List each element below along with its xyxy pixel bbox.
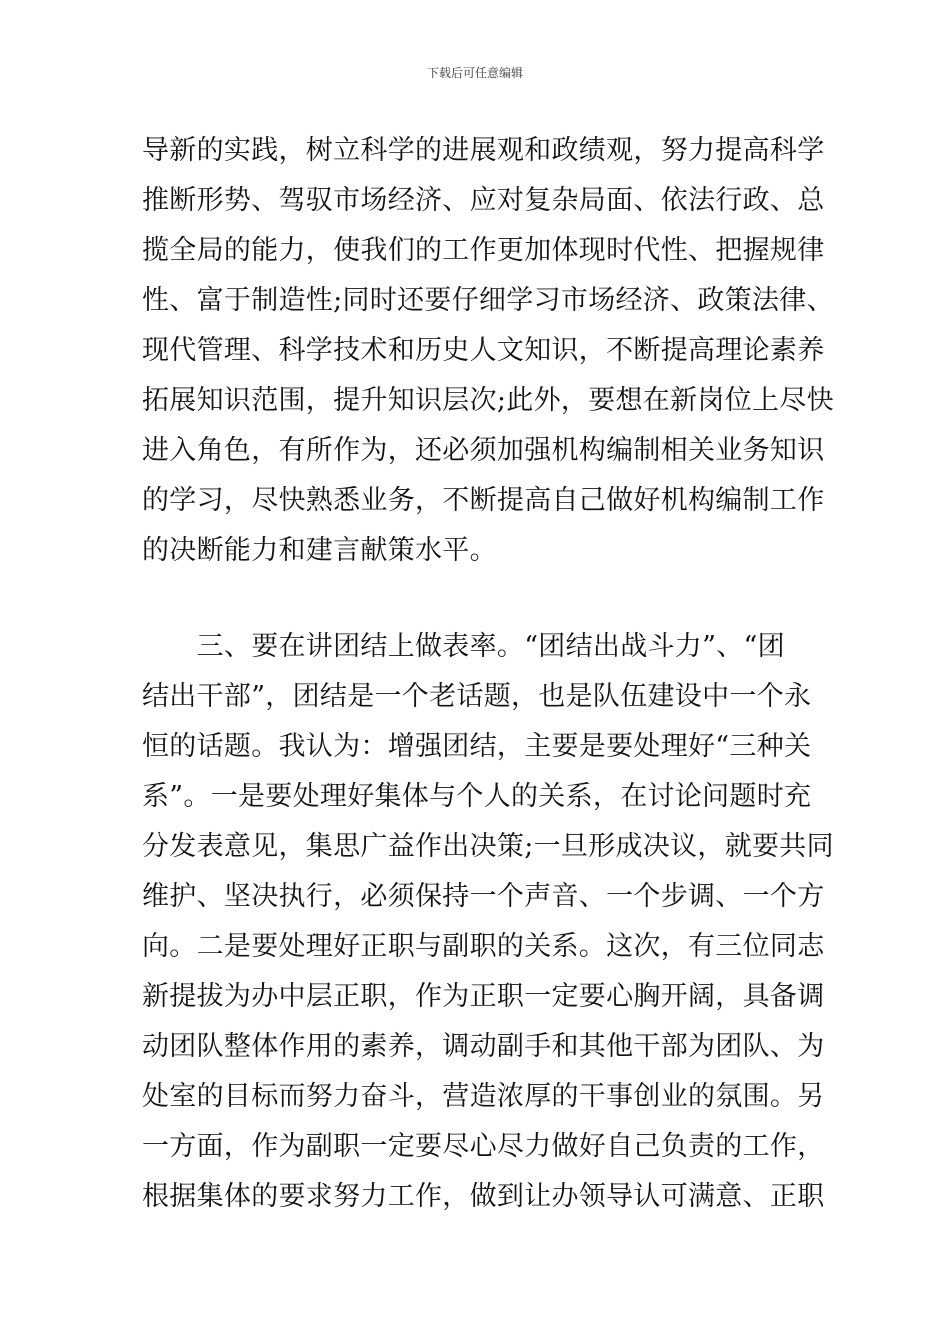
text-line: 导新的实践，树立科学的进展观和政绩观，努力提高科学 xyxy=(142,135,825,166)
text-line: 现代管理、科学技术和历史人文知识，不断提高理论素养 xyxy=(142,335,825,366)
text-line: 进入角色，有所作为，还必须加强机构编制相关业务知识 xyxy=(142,435,825,466)
text-line: 的学习，尽快熟悉业务，不断提高自己做好机构编制工作 xyxy=(142,485,825,516)
text-line: 系”。一是要处理好集体与个人的关系，在讨论问题时充 xyxy=(142,781,812,812)
paragraph-1 xyxy=(142,126,834,576)
text-line: 动团队整体作用的素养，调动副手和其他干部为团队、为 xyxy=(142,1031,825,1062)
text-line: 根据集体的要求努力工作，做到让办领导认可满意、正职 xyxy=(142,1181,825,1212)
text-line: 分发表意见，集思广益作出决策;一旦形成决议，就要共同 xyxy=(142,831,834,862)
text-line: 向。二是要处理好正职与副职的关系。这次，有三位同志 xyxy=(142,931,825,962)
text-line: 处室的目标而努力奋斗，营造浓厚的干事创业的氛围。另 xyxy=(142,1081,825,1112)
text-line: 拓展知识范围，提升知识层次;此外，要想在新岗位上尽快 xyxy=(142,385,834,416)
text-line: 的决断能力和建言献策水平。 xyxy=(142,535,497,566)
text-line: 新提拔为办中层正职，作为正职一定要心胸开阔，具备调 xyxy=(142,981,825,1012)
paragraph-2 xyxy=(142,622,834,1222)
text-line: 性、富于制造性;同时还要仔细学习市场经济、政策法律、 xyxy=(142,285,834,316)
text-line: 推断形势、驾驭市场经济、应对复杂局面、依法行政、总 xyxy=(142,185,825,216)
page-header: 下载后可任意编辑 xyxy=(426,66,523,80)
text-line: 恒的话题。我认为：增强团结，主要是要处理好“三种关 xyxy=(142,731,812,762)
text-line: 一方面，作为副职一定要尽心尽力做好自己负责的工作， xyxy=(142,1131,825,1162)
text-line: 三、要在讲团结上做表率。“团结出战斗力”、“团 xyxy=(142,631,785,662)
text-line: 结出干部”，团结是一个老话题，也是队伍建设中一个永 xyxy=(142,681,812,712)
text-line: 维护、坚决执行，必须保持一个声音、一个步调、一个方 xyxy=(142,881,825,912)
text-line: 揽全局的能力，使我们的工作更加体现时代性、把握规律 xyxy=(142,235,825,266)
